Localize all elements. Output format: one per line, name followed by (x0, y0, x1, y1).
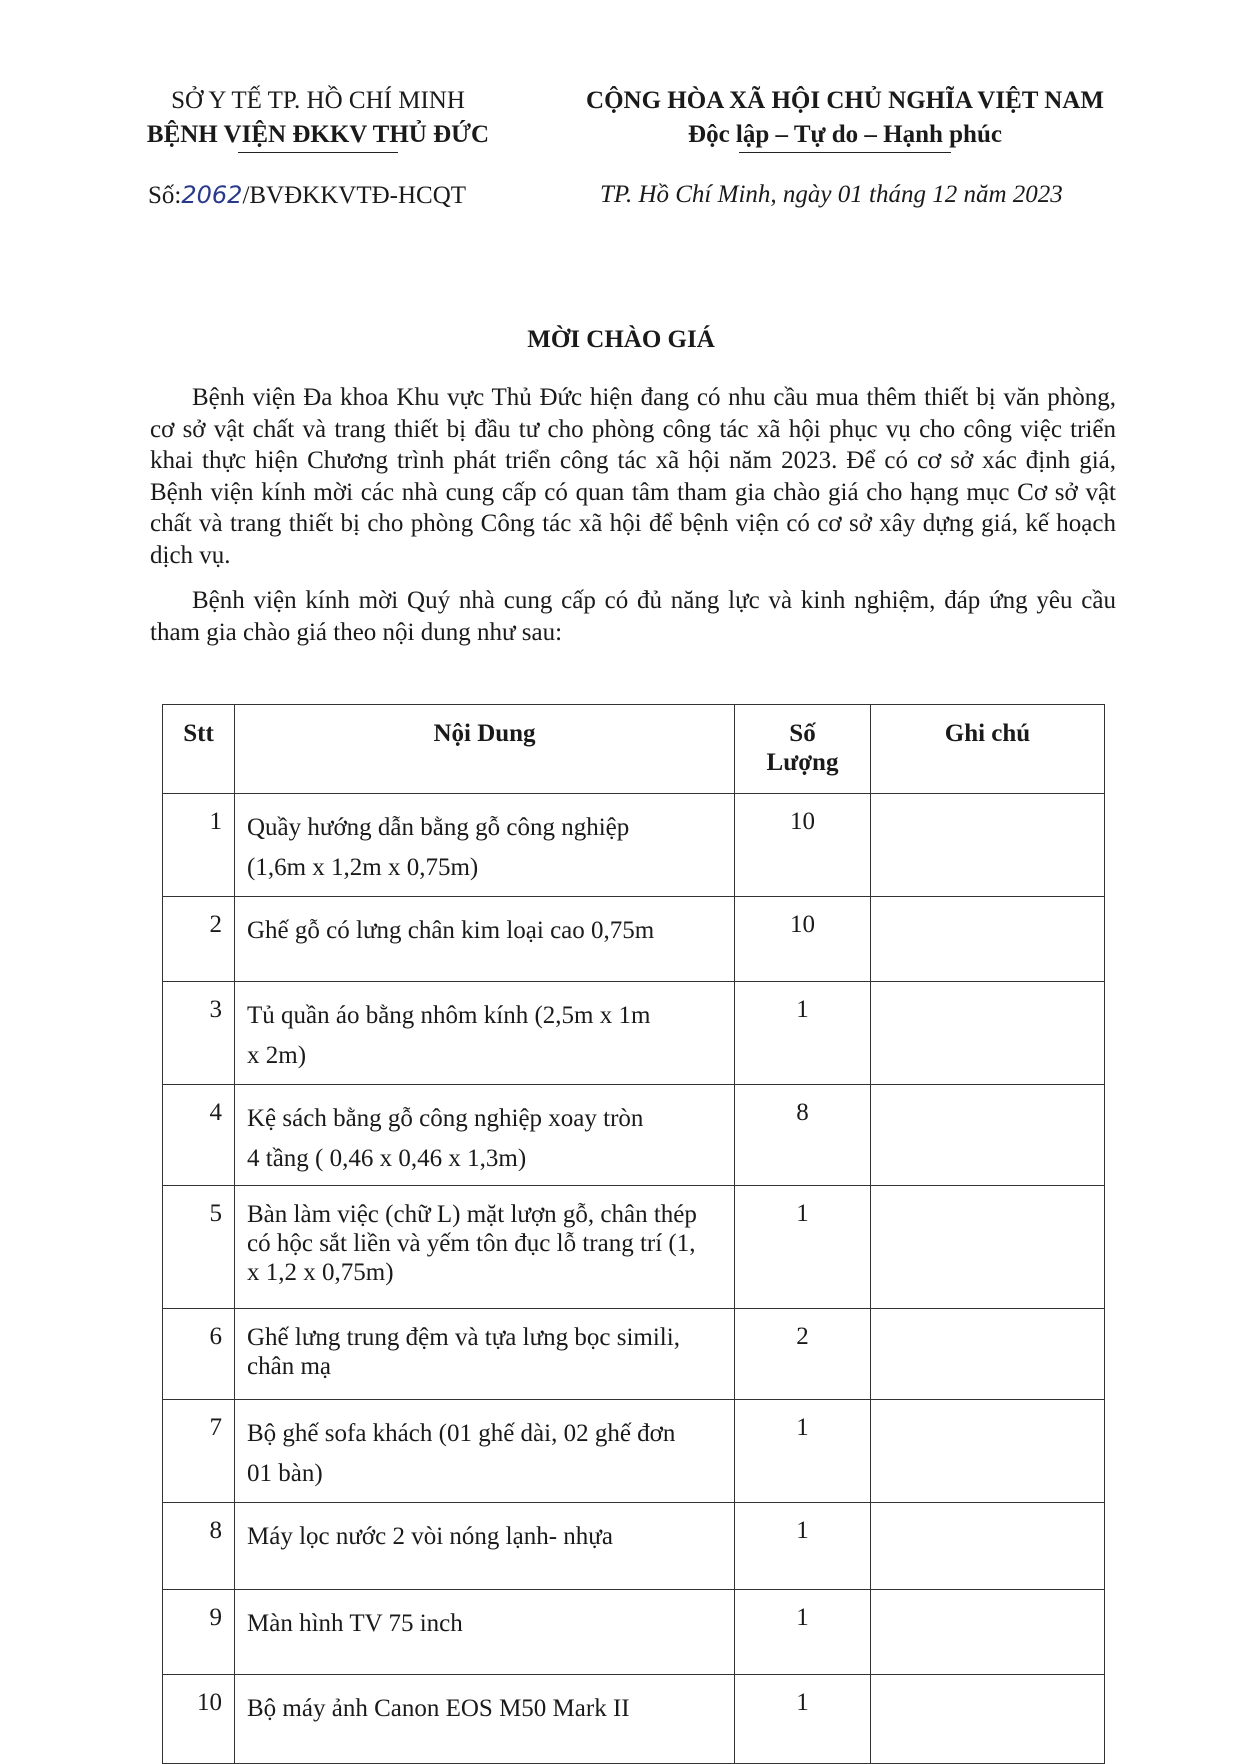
row-content (235, 1590, 735, 1675)
table-row (163, 897, 1105, 982)
document-title: MỜI CHÀO GIÁ (527, 326, 715, 353)
row-note (871, 897, 1105, 982)
row-content (235, 1309, 735, 1400)
row-note (871, 982, 1105, 1085)
table-row (163, 794, 1105, 897)
handwritten-number: 2062 (181, 181, 243, 209)
table-row (163, 1400, 1105, 1503)
row-quantity: 10 (735, 794, 871, 897)
row-stt: 5 (163, 1186, 235, 1309)
document-number (148, 178, 466, 213)
date-line: TP. Hồ Chí Minh, ngày 01 tháng 12 năm 2023 (600, 181, 1063, 208)
row-stt: 8 (163, 1503, 235, 1590)
row-note (871, 1309, 1105, 1400)
table-row (163, 1590, 1105, 1675)
row-content-line: Ghế lưng trung đệm và tựa lưng bọc simili, (247, 1324, 680, 1351)
number-prefix: Số: (148, 182, 182, 209)
header-quantity (735, 705, 871, 794)
items-table (162, 704, 1105, 1764)
row-note (871, 1400, 1105, 1503)
row-quantity: 1 (735, 1675, 871, 1764)
table-row (163, 1309, 1105, 1400)
row-note (871, 1590, 1105, 1675)
row-note (871, 1503, 1105, 1590)
row-content-line: Màn hình TV 75 inch (247, 1610, 463, 1637)
row-content-line: 4 tầng ( 0,46 x 0,46 x 1,3m) (247, 1145, 527, 1172)
table-row (163, 982, 1105, 1085)
row-content (235, 1675, 735, 1764)
row-content-line: có hộc sắt liền và yếm tôn đục lỗ trang trí (1, (247, 1230, 696, 1257)
row-content-line: x 2m) (247, 1042, 307, 1069)
row-stt: 2 (163, 897, 235, 982)
row-note (871, 1675, 1105, 1764)
row-quantity: 1 (735, 982, 871, 1085)
row-quantity: 1 (735, 1400, 871, 1503)
row-stt: 10 (163, 1675, 235, 1764)
row-content-line: 01 bàn) (247, 1460, 323, 1487)
header-stt: Stt (163, 705, 235, 794)
row-stt: 4 (163, 1085, 235, 1186)
header-quantity-line2: Lượng (766, 749, 839, 776)
row-quantity: 10 (735, 897, 871, 982)
row-content-line: Ghế gỗ có lưng chân kim loại cao 0,75m (247, 917, 655, 944)
header-note: Ghi chú (871, 705, 1105, 794)
table-row (163, 1675, 1105, 1764)
row-quantity: 1 (735, 1503, 871, 1590)
row-quantity: 2 (735, 1309, 871, 1400)
row-quantity: 1 (735, 1590, 871, 1675)
row-content (235, 897, 735, 982)
row-content (235, 1503, 735, 1590)
intro-paragraph: Bệnh viện Đa khoa Khu vực Thủ Đức hiện đang có nhu cầu mua thêm thiết bị văn phòng, cơ sở vật chất và trang thiết bị đầu tư cho phòng công tác xã hội phục vụ cho công việc triển khai thực hiện Chương trình phát triển công tác xã hội năm 2023. Để có cơ sở xác định giá, Bệnh viện kính mời các nhà cung cấp có quan tâm tham gia chào giá cho hạng mục Cơ sở vật chất và trang thiết bị cho phòng Công tác xã hội để bệnh viện có cơ sở xây dựng giá, kế hoạch dịch vụ. (150, 384, 1116, 569)
table-row (163, 1186, 1105, 1309)
national-motto: Độc lập – Tự do – Hạnh phúc (688, 121, 1002, 148)
row-content-line: Quầy hướng dẫn bằng gỗ công nghiệp (247, 814, 630, 841)
table-header-row (163, 705, 1105, 794)
row-content-line: chân mạ (247, 1353, 331, 1380)
row-stt: 1 (163, 794, 235, 897)
issuing-organization (118, 84, 518, 153)
row-content-line: Bàn làm việc (chữ L) mặt lượn gỗ, chân thép (247, 1201, 697, 1228)
row-content-line: Kệ sách bằng gỗ công nghiệp xoay tròn (247, 1105, 644, 1132)
row-content-line: Máy lọc nước 2 vòi nóng lạnh- nhựa (247, 1523, 613, 1550)
row-stt: 6 (163, 1309, 235, 1400)
row-note (871, 1186, 1105, 1309)
row-content-line: (1,6m x 1,2m x 0,75m) (247, 854, 479, 881)
row-content (235, 1400, 735, 1503)
row-content-line: x 1,2 x 0,75m) (247, 1259, 394, 1286)
table-row (163, 1503, 1105, 1590)
national-title: CỘNG HÒA XÃ HỘI CHỦ NGHĨA VIỆT NAM (586, 87, 1104, 114)
national-header (555, 84, 1135, 153)
org-name: BỆNH VIỆN ĐKKV THỦ ĐỨC (146, 121, 490, 148)
row-stt: 7 (163, 1400, 235, 1503)
row-content-line: Tủ quần áo bằng nhôm kính (2,5m x 1m (247, 1002, 651, 1029)
row-content-line: Bộ máy ảnh Canon EOS M50 Mark II (247, 1695, 630, 1722)
row-content-line: Bộ ghế sofa khách (01 ghế dài, 02 ghế đơn (247, 1420, 676, 1447)
row-note (871, 1085, 1105, 1186)
row-content (235, 1085, 735, 1186)
row-stt: 9 (163, 1590, 235, 1675)
row-content (235, 794, 735, 897)
row-content (235, 1186, 735, 1309)
motto-underline (739, 152, 951, 153)
row-content (235, 982, 735, 1085)
row-quantity: 8 (735, 1085, 871, 1186)
org-parent: SỞ Y TẾ TP. HỒ CHÍ MINH (171, 87, 465, 114)
header-content: Nội Dung (235, 705, 735, 794)
header-quantity-line1: Số (789, 720, 816, 747)
row-note (871, 794, 1105, 897)
row-quantity: 1 (735, 1186, 871, 1309)
number-suffix: /BVĐKKVTĐ-HCQT (242, 182, 467, 209)
org-underline (238, 152, 398, 153)
table-row (163, 1085, 1105, 1186)
invitation-paragraph: Bệnh viện kính mời Quý nhà cung cấp có đủ năng lực và kinh nghiệm, đáp ứng yêu cầu tham gia chào giá theo nội dung như sau: (150, 587, 1116, 646)
row-stt: 3 (163, 982, 235, 1085)
